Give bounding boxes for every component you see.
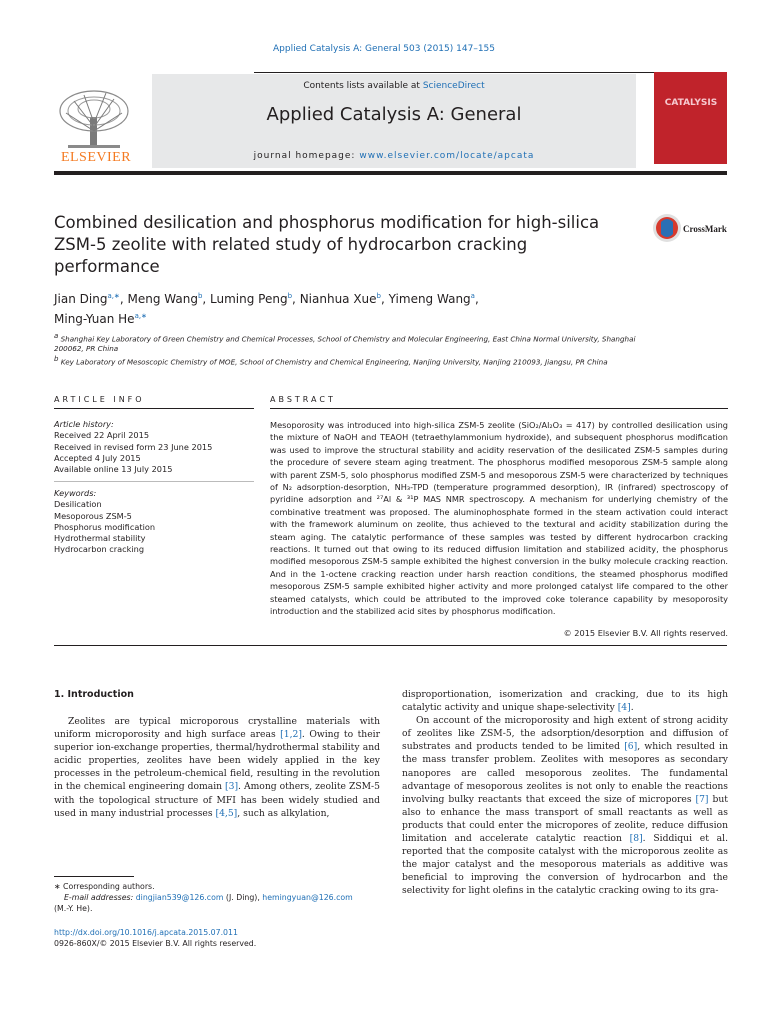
citation-link[interactable]: [6] (624, 741, 638, 753)
body-text: On account of the microporosity and high extent of strong acidity of zeolites like ZSM-5, the adsorption/desorption and diffusion of substrates and products tended to be limited (402, 715, 728, 753)
history-label: Article history: (54, 419, 114, 429)
affiliation-item (54, 331, 654, 354)
body-paragraph (402, 714, 728, 897)
elsevier-wordmark: ELSEVIER (60, 150, 132, 165)
body-text: . Owing to their superior ion-exchange properties, thermal/hydrothermal stability and acidic properties, zeolites have been widely applied in the key processes in the petroleum-chemical field, resulting in the revolution in the chemical engineering domain (54, 729, 380, 793)
author-list: Jian Ding$^{a,∗}$, Meng Wang$^b$, Luming Peng$^b$, Nianhua Xue$^b$, Yimeng Wang$^a$, Ming-Yuan $He^{a,∗}$ (54, 292, 479, 326)
keyword-item: Phosphorus modification (54, 521, 156, 532)
email-label: E-mail addresses: (64, 893, 136, 902)
history-item: Received in revised form 23 June 2015 (54, 441, 213, 452)
author-name: Meng Wang (127, 292, 198, 306)
journal-title: Applied Catalysis A: General (266, 104, 522, 125)
affiliation-mark: b (54, 355, 59, 364)
contents-prefix: Contents lists available at (303, 81, 423, 91)
abstract-text: ) by controlled desilication using the mixture of NaOH and TEAOH (tetraethylammonium hydroxide), and subsequent phosphorus modification was used to improve the structural stability and acidity reservation of the desilicated ZSM-5 samples during the procedure of severe steam aging treatment. The phosphorus modified mesoporous ZSM-5 sample along with parent ZSM-5, solo phosphorus modified ZSM-5 and mesoporous ZSM-5 were characterized by techniques of N₂ adsorption-desorption, NH₃-TPD (temperature programmed desorption), IR (infrared) spectroscopy of pyridine adsorption and ²⁷Al & ³¹P MAS NMR spectroscopy. A mechanism for underlying chemistry of the combinative treatment was proposed. The aluminophosphate formed in the steam activation could interact with the framework aluminum on zeolite, thus achieved to the textural and acidity stabilization during the steam aging. The catalytic performance of these samples was tested by different hydrocarbon cracking reactions. It turned out that owing to its reduced diffusion limitation and stabilized acidity, the phosphorus modified mesoporous ZSM-5 sample exhibited the highest conversion in the bulky molecule cracking reaction. And in the 1-octene cracking reaction under harsh reaction conditions, the steamed phosphorus modified mesoporous ZSM-5 sample exhibited higher activity and more prolonged catalyst life compared to the other steamed catalysts, which could be attributed to the improved coke tolerance capability by mesoporosity introduction and the stabilized acid sites by phosphorus modification. (270, 420, 728, 617)
email-owner: (M.-Y. He). (54, 904, 93, 913)
journal-cover-image (654, 72, 727, 164)
body-text: . Siddiqui et al. reported that the composite catalyst with the microporous zeolite as the major catalyst and the mesoporous materials as additive was beneficial to improving the conversion of hydrocarbon and the selectivity for light olefins in the catalytic cracking owing to its gra- (402, 833, 728, 897)
author-name: Ming-Yuan He (54, 312, 135, 326)
abstract-ratio: SiO₂/Al₂O₃ = 417 (521, 420, 592, 430)
homepage-link[interactable]: www.elsevier.com/locate/apcata (359, 151, 535, 161)
affiliation-mark: a (54, 332, 59, 340)
body-column-left (54, 715, 380, 820)
author-affiliation-mark[interactable]: b (376, 292, 381, 300)
body-text: , which resulted in the mass transfer problem. Zeolites with mesopores as secondary nanopores are called mesoporous zeolites. The fundamental advantage of mesoporous zeolites is not only to enable the reactions involving bulky reactants that exceed the size of micropores (402, 741, 728, 805)
citation-link[interactable]: [7] (695, 793, 709, 805)
author-name: Luming Peng (210, 292, 288, 306)
body-text: . (630, 702, 634, 714)
author-affiliation-mark[interactable]: b (197, 292, 203, 300)
cover-title: CATALYSIS (664, 98, 718, 108)
section-heading-introduction: 1. Introduction (54, 689, 134, 700)
doi-link[interactable]: http://dx.doi.org/10.1016/j.apcata.2015.07.011 (54, 928, 238, 937)
keywords-label: Keywords: (54, 488, 97, 498)
footnote (54, 881, 380, 914)
abstract-bottom-rule (54, 645, 727, 646)
affiliation-item (54, 354, 654, 367)
header-thick-rule (54, 171, 727, 175)
article-info-rule (54, 408, 254, 409)
doi-block (54, 927, 380, 949)
sciencedirect-link[interactable]: ScienceDirect (422, 81, 485, 91)
article-title: Combined desilication and phosphorus modification for high-silica ZSM-5 zeolite with related study of hydrocarbon cracking performance (54, 213, 600, 276)
abstract-copyright: © 2015 Elsevier B.V. All rights reserved. (563, 628, 728, 638)
email-link[interactable]: hemingyuan@126.com (262, 893, 353, 902)
keyword-item: Hydrocarbon cracking (54, 544, 145, 555)
keywords-rule (54, 481, 254, 482)
author-affiliation-mark[interactable]: a,∗ (134, 312, 147, 320)
citation-link[interactable]: [1,2] (280, 729, 302, 741)
body-text: disproportionation, isomerization and cracking, due to its high catalytic activity and unique shape-selectivity (402, 689, 728, 714)
citation-link[interactable]: [4,5] (215, 807, 238, 819)
article-info-heading: ARTICLE INFO (54, 395, 145, 404)
journal-citation-text[interactable]: Applied Catalysis A: General 503 (2015) 147–155 (272, 44, 495, 54)
article-history (54, 419, 254, 475)
author-name: Yimeng Wang (388, 292, 471, 306)
body-text: but also to enhance the mass transport of small reactants as well as products that could enter the micropores of zeolite, reduce diffusion limitation and accelerate catalytic reaction (402, 793, 728, 845)
email-link[interactable]: dingjian539@126.com (135, 893, 224, 902)
affiliation-text: Key Laboratory of Mesoscopic Chemistry of MOE, School of Chemistry and Chemical Engineering, Nanjing University, Nanjing 210093, Jiangsu, PR China (60, 357, 608, 367)
affiliation-list (54, 331, 654, 368)
abstract-rule (270, 408, 728, 409)
homepage-prefix: journal homepage: (253, 151, 360, 161)
author-name: Nianhua Xue (299, 292, 377, 306)
abstract-heading: ABSTRACT (270, 395, 336, 404)
history-item: Received 22 April 2015 (54, 430, 150, 441)
author-affiliation-mark[interactable]: b (287, 292, 293, 300)
journal-citation[interactable] (0, 44, 768, 54)
homepage-line (152, 151, 636, 161)
affiliation-text: Shanghai Key Laboratory of Green Chemistry and Chemical Processes, School of Chemistry and Molecular Engineering, East China Normal University, Shanghai 200062, PR China (54, 334, 636, 354)
corresponding-note: ∗ Corresponding authors. (54, 882, 155, 891)
keywords-list (54, 488, 254, 556)
keyword-item: Hydrothermal stability (54, 533, 146, 544)
body-text: , such as alkylation, (237, 807, 330, 819)
contents-line (152, 81, 636, 91)
journal-header (54, 72, 727, 164)
keyword-item: Desilication (54, 499, 102, 510)
author-name: Jian Ding (54, 292, 108, 306)
keyword-item: Mesoporous ZSM-5 (54, 510, 132, 521)
citation-link[interactable]: [4] (617, 702, 631, 714)
author-affiliation-mark[interactable]: a,∗ (107, 292, 120, 300)
issn-copyright: 0926-860X/© 2015 Elsevier B.V. All rights reserved. (54, 939, 257, 948)
abstract-body (270, 419, 728, 618)
header-top-rule (254, 72, 689, 73)
citation-link[interactable]: [8] (629, 833, 643, 845)
body-paragraph (402, 688, 728, 714)
history-item: Available online 13 July 2015 (54, 464, 173, 475)
history-item: Accepted 4 July 2015 (54, 452, 141, 463)
citation-link[interactable]: [3] (225, 781, 239, 793)
crossmark-label[interactable]: CrossMark (683, 224, 727, 234)
body-column-right (402, 688, 728, 898)
abstract-text: Mesoporosity was introduced into high-silica ZSM-5 zeolite ( (270, 420, 522, 430)
email-line (54, 892, 380, 903)
body-paragraph (54, 715, 380, 820)
body-text: . Among others, zeolite ZSM-5 with the topological structure of MFI has been widely studied and used in many industrial processes (54, 781, 380, 819)
author-affiliation-mark[interactable]: a (470, 292, 475, 300)
body-text: Zeolites are typical microporous crystalline materials with uniform microporosity and high surface areas (54, 716, 380, 741)
footnote-rule (54, 876, 134, 877)
email-owner: (J. Ding), (223, 893, 263, 902)
